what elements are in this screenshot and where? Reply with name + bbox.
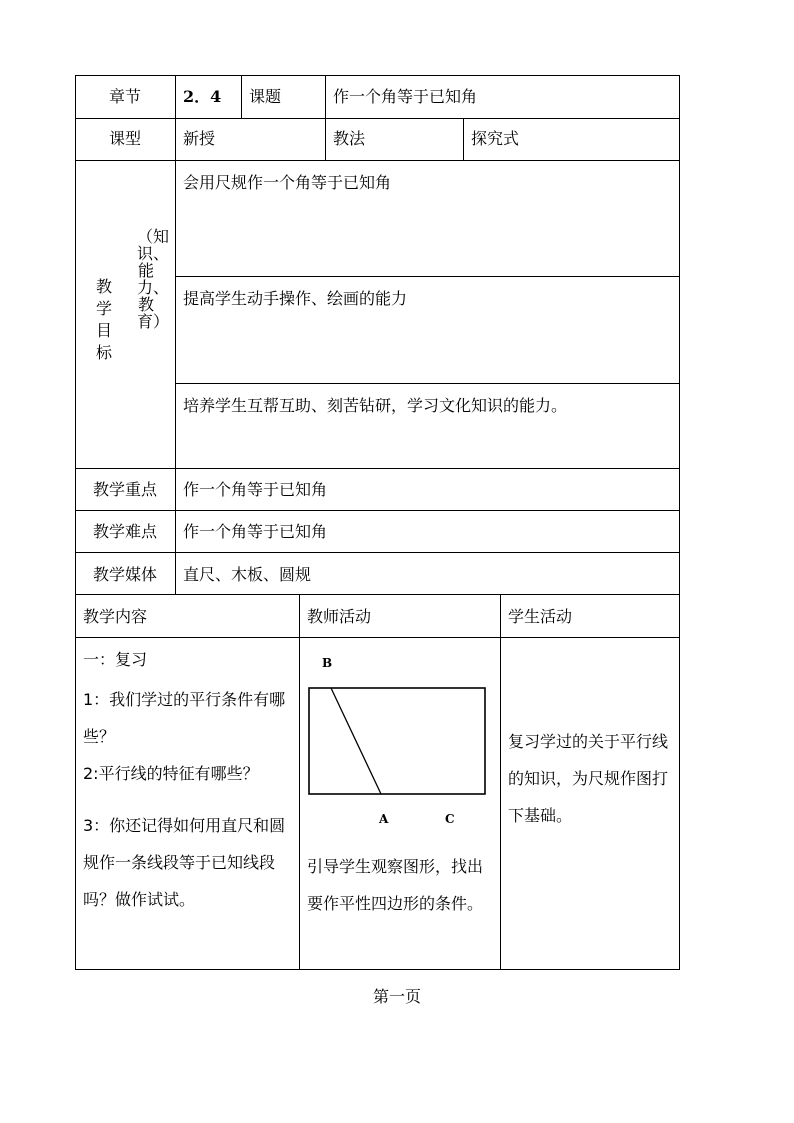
key-point-value: 作一个角等于已知角 xyxy=(183,480,328,499)
point-label-a: A xyxy=(379,812,389,826)
page-number: 第一页 xyxy=(372,987,421,1006)
key-point-label: 教学重点 xyxy=(92,480,157,499)
chapter-value: 2．4 xyxy=(183,87,222,106)
table-line xyxy=(679,75,680,970)
point-label-c: C xyxy=(445,812,455,826)
figure-rectangle xyxy=(309,688,485,794)
review-question-3: 3：你还记得如何用直尺和圆规作一条线段等于已知线段吗？做作试试。 xyxy=(83,816,286,909)
class-type-label: 课型 xyxy=(108,129,141,148)
topic-label: 课题 xyxy=(249,87,282,106)
parallelogram-figure xyxy=(299,650,499,825)
media-value: 直尺、木板、圆规 xyxy=(183,565,312,584)
table-line xyxy=(75,969,680,970)
review-heading: 一：复习 xyxy=(83,650,148,669)
class-type-value: 新授 xyxy=(183,129,216,148)
table-line xyxy=(75,118,680,119)
chapter-label: 章节 xyxy=(108,87,141,106)
objectives-label: 教学目标 xyxy=(95,277,112,362)
table-line xyxy=(75,468,680,469)
table-line xyxy=(175,383,680,384)
point-label-b: B xyxy=(322,656,333,670)
objectives-sub-label: （知识、能力、教育） xyxy=(137,227,170,331)
student-column-header: 学生活动 xyxy=(508,607,573,626)
media-label: 教学媒体 xyxy=(92,565,157,584)
topic-value: 作一个角等于已知角 xyxy=(333,87,478,106)
method-value: 探究式 xyxy=(471,129,520,148)
table-line xyxy=(463,118,464,160)
table-line xyxy=(75,637,680,638)
objective-ability: 提高学生动手操作、绘画的能力 xyxy=(183,289,408,308)
method-label: 教法 xyxy=(333,129,366,148)
content-column-header: 教学内容 xyxy=(83,607,148,626)
table-line xyxy=(75,75,680,76)
objective-education: 培养学生互帮互助、刻苦钻研，学习文化知识的能力。 xyxy=(183,396,568,415)
table-line xyxy=(75,510,680,511)
difficulty-label: 教学难点 xyxy=(92,522,157,541)
difficulty-value: 作一个角等于已知角 xyxy=(183,522,328,541)
table-line xyxy=(325,75,326,160)
table-line xyxy=(500,594,501,969)
review-question-2: 2:平行线的特征有哪些？ xyxy=(83,764,259,783)
table-line xyxy=(75,594,680,595)
table-line xyxy=(175,276,680,277)
teacher-column-header: 教师活动 xyxy=(307,607,372,626)
table-line xyxy=(241,75,242,118)
objective-knowledge: 会用尺规作一个角等于已知角 xyxy=(183,173,392,192)
table-line xyxy=(75,552,680,553)
teacher-activity-text: 引导学生观察图形，找出要作平性四边形的条件。 xyxy=(307,857,484,913)
figure-diagonal xyxy=(331,688,381,794)
table-line xyxy=(75,160,680,161)
table-line xyxy=(175,75,176,594)
student-activity-text: 复习学过的关于平行线的知识，为尺规作图打下基础。 xyxy=(508,732,669,825)
review-question-1: 1：我们学过的平行条件有哪些？ xyxy=(83,690,286,746)
